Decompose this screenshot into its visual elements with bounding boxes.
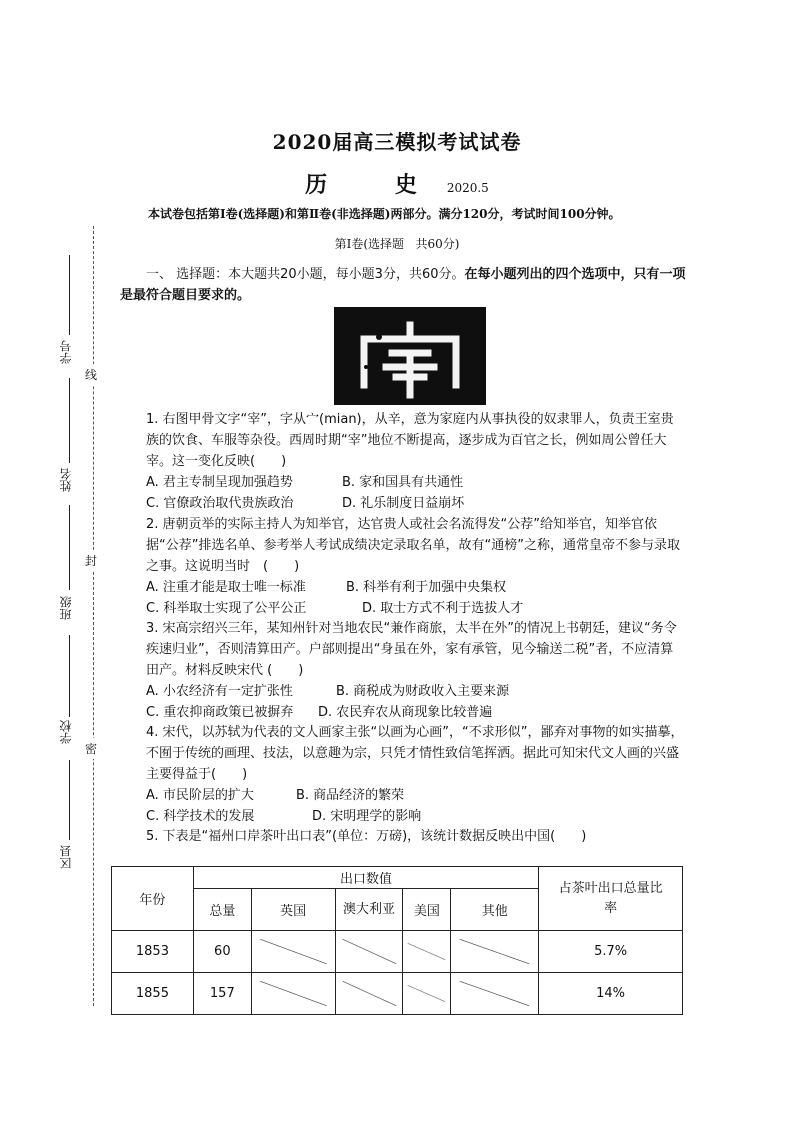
section-instruction: 在每小题列出的四个选项中，只有一项是最符合题目要求的。 [120, 267, 686, 303]
header-ratio: 占茶叶出口总量比率 [539, 867, 683, 931]
question-3 [146, 618, 686, 723]
subject-row [0, 168, 794, 199]
question-2-option-b[interactable]: B. 科举有利于加强中央集权 [346, 580, 507, 595]
section-heading-text: 一、 选择题：本大题共20小题，每小题3分，共60分。 [146, 267, 465, 282]
header-total: 总量 [193, 889, 251, 931]
school-line [69, 635, 70, 717]
question-2-option-a[interactable]: A. 注重才能是取士唯一标准 [146, 580, 306, 595]
row-1853-year: 1853 [112, 931, 194, 973]
school-label: 学校 [59, 720, 73, 744]
exam-intro: 本试卷包括第Ⅰ卷(选择题)和第Ⅱ卷(非选择题)两部分。满分120分，考试时间100分钟。 [148, 207, 621, 221]
question-4-option-a[interactable]: A. 市民阶层的扩大 [146, 788, 254, 803]
question-1-stem: 1. 右图甲骨文字“宰”，字从宀(mian)，从辛，意为家庭内从事执役的奴隶罪人，负责王室贵族的饮食、车服等杂役。西周时期“宰”地位不断提高，逐步成为百官之长，例如周公曾任大宰。这一变化反映( ) [146, 412, 674, 469]
header-export-values: 出口数值 [193, 867, 538, 889]
binding-dashed-line [93, 226, 94, 1006]
question-1 [146, 409, 686, 514]
header-uk: 英国 [251, 889, 335, 931]
question-2-stem: 2. 唐朝贡举的实际主持人为知举官，达官贵人或社会名流得发“公荐”给知举官，知举官依据“公荐”排选名单、参考举人考试成绩决定录取名单，故有“通榜”之称，通常皇帝不参与录取之事。这说明当时 ( ) [146, 517, 680, 574]
header-other: 其他 [451, 889, 539, 931]
oracle-bone-zai-image [334, 307, 486, 405]
question-2-option-c[interactable]: C. 科举取士实现了公平公正 [146, 601, 307, 616]
class-line [69, 505, 70, 590]
header-australia: 澳大利亚 [335, 889, 403, 931]
row-1853-other-empty [451, 931, 539, 973]
table-row [112, 931, 683, 973]
student-id-line [69, 255, 70, 335]
question-3-stem: 3. 宋高宗绍兴三年，某知州针对当地农民“兼作商旅，太半在外”的情况上书朝廷，建议“务令疾速归业”，否则清算田产。户部则提出“身虽在外，家有承管，见今输送二税”者，不应清算田产。材料反映宋代 ( ) [146, 621, 677, 678]
row-1853-total: 60 [193, 931, 251, 973]
subject-name: 历 史 [305, 172, 447, 198]
class-label: 班级 [59, 596, 73, 620]
question-1-option-a[interactable]: A. 君主专制呈现加强趋势 [146, 475, 293, 490]
exam-title: 2020届高三模拟考试试卷 [272, 130, 522, 154]
header-us: 美国 [403, 889, 451, 931]
question-3-option-d[interactable]: D. 农民弃农从商现象比较普遍 [318, 705, 493, 720]
question-3-option-a[interactable]: A. 小农经济有一定扩张性 [146, 684, 293, 699]
row-1855-ratio: 14% [539, 973, 683, 1015]
row-1853-uk-empty [251, 931, 335, 973]
question-4 [146, 722, 686, 827]
row-1853-au-empty [335, 931, 403, 973]
question-1-option-c[interactable]: C. 官僚政治取代贵族政治 [146, 496, 294, 511]
seal-feng-char: 封 [85, 550, 97, 571]
section-heading [120, 264, 695, 306]
district-line [69, 760, 70, 840]
question-5 [146, 826, 686, 847]
student-id-label: 学号 [59, 340, 73, 364]
exam-date: 2020.5 [446, 181, 489, 195]
question-4-option-d[interactable]: D. 宋明理学的影响 [312, 809, 422, 824]
question-1-option-b[interactable]: B. 家和国具有共通性 [342, 475, 464, 490]
row-1855-other-empty [451, 973, 539, 1015]
question-4-option-b[interactable]: B. 商品经济的繁荣 [296, 788, 405, 803]
question-1-option-d[interactable]: D. 礼乐制度日益崩坏 [342, 496, 465, 511]
name-line [69, 378, 70, 463]
row-1855-us-empty [403, 973, 451, 1015]
part-title: 第Ⅰ卷(选择题 共60分) [334, 237, 460, 251]
row-1855-year: 1855 [112, 973, 194, 1015]
header-year: 年份 [112, 867, 194, 931]
row-1855-total: 157 [193, 973, 251, 1015]
question-2 [146, 514, 686, 619]
row-1853-us-empty [403, 931, 451, 973]
seal-line-char: 线 [85, 364, 97, 385]
name-label: 姓名 [59, 468, 73, 492]
row-1855-uk-empty [251, 973, 335, 1015]
question-2-option-d[interactable]: D. 取士方式不利于选拔人才 [362, 601, 524, 616]
row-1853-ratio: 5.7% [539, 931, 683, 973]
question-5-stem: 5. 下表是“福州口岸茶叶出口表”(单位：万磅)，该统计数据反映出中国( ) [146, 829, 587, 844]
question-3-option-b[interactable]: B. 商税成为财政收入主要来源 [336, 684, 510, 699]
table-row [112, 973, 683, 1015]
tea-export-table [111, 866, 683, 1015]
question-3-option-c[interactable]: C. 重农抑商政策已被摒弃 [146, 705, 294, 720]
question-4-stem: 4. 宋代，以苏轼为代表的文人画家主张“以画为心画”，“不求形似”，鄙弃对事物的如实描摹，不囿于传统的画理、技法，以意趣为宗，只凭才情性致信笔挥洒。据此可知宋代文人画的兴盛主要得益于( ) [146, 725, 684, 782]
question-4-option-c[interactable]: C. 科学技术的发展 [146, 809, 255, 824]
seal-mi-char: 密 [85, 738, 97, 759]
district-label: 区县 [59, 845, 73, 869]
row-1855-au-empty [335, 973, 403, 1015]
